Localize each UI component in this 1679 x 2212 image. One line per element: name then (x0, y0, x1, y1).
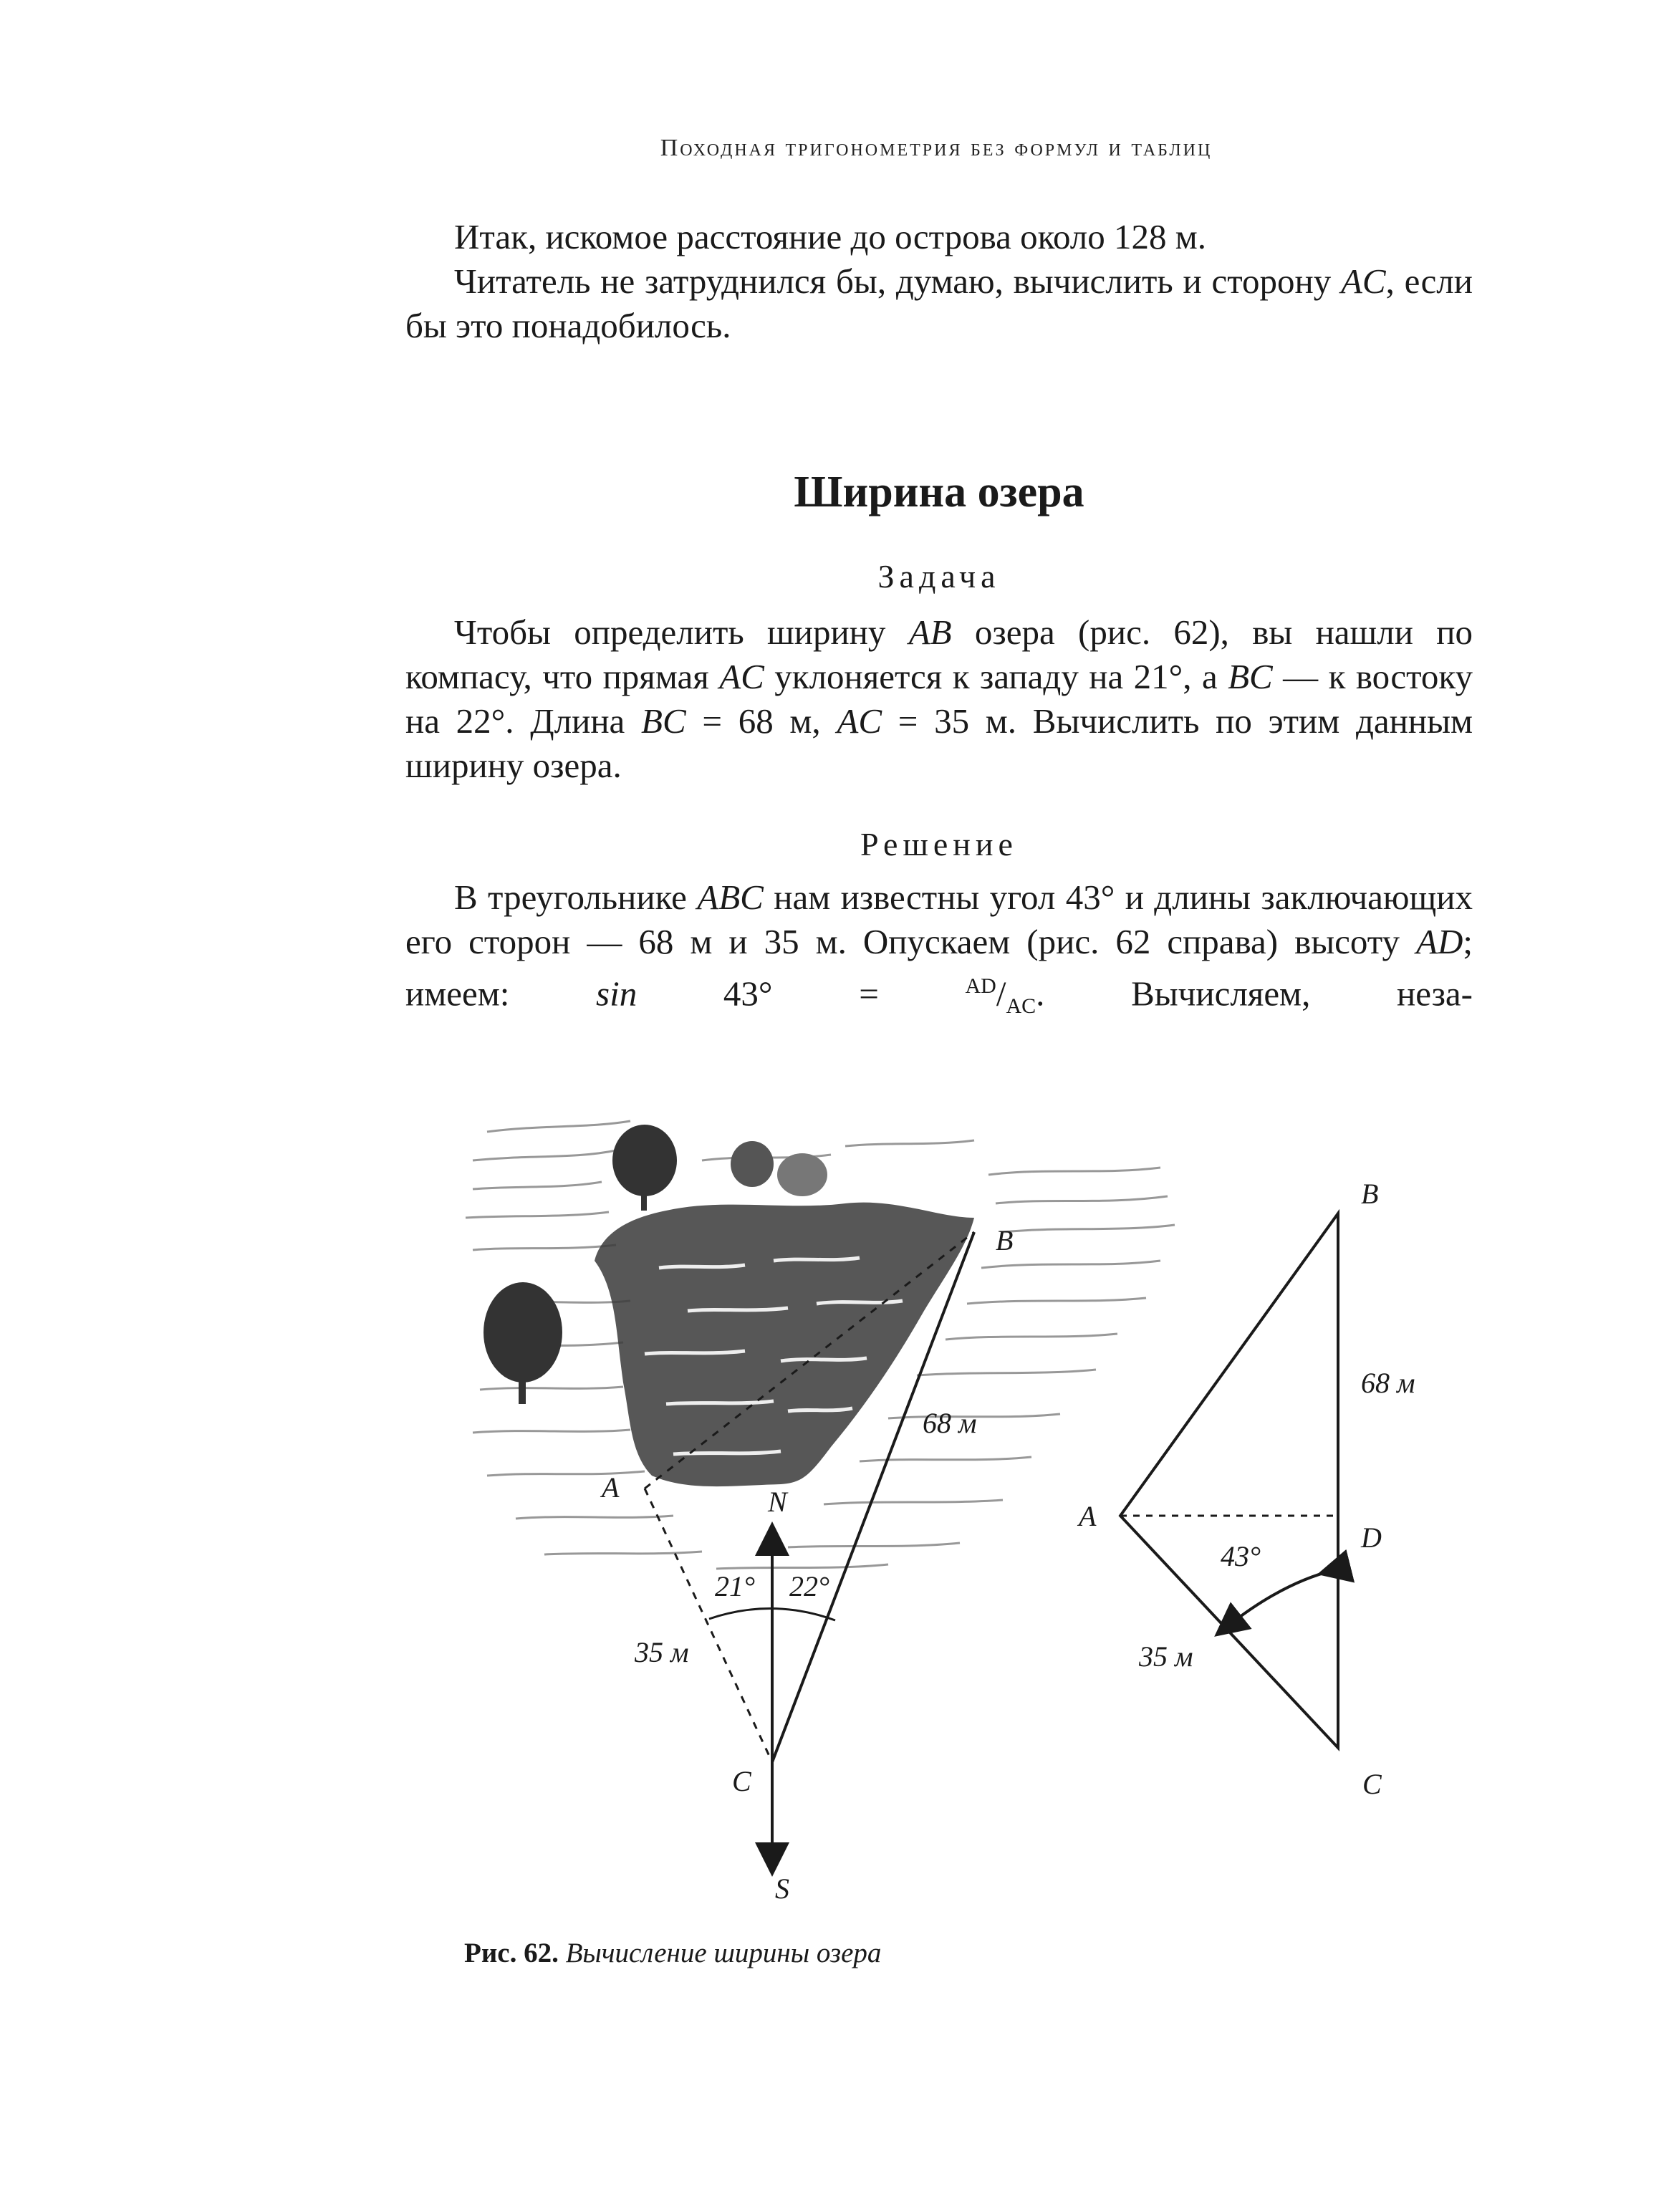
angle-arc-43 (1228, 1570, 1334, 1626)
angle-west-label: 21° (715, 1570, 755, 1602)
lake-shape (595, 1203, 974, 1487)
solution-label: Решение (860, 826, 1018, 862)
label-right-A: A (1079, 1500, 1097, 1532)
label-right-B: B (1361, 1178, 1379, 1210)
length-ac-right: 35 м (1139, 1640, 1193, 1673)
tree-top-right (731, 1141, 827, 1196)
label-right-D: D (1361, 1521, 1382, 1554)
label-left-C: C (732, 1765, 751, 1797)
angle-east-label: 22° (789, 1570, 829, 1602)
running-head: Походная тригонометрия без формул и таблиц (660, 135, 1213, 161)
line-AC-dashed (645, 1489, 772, 1762)
tree-left (484, 1282, 562, 1404)
length-ac-left: 35 м (635, 1636, 689, 1668)
label-left-B: B (996, 1224, 1014, 1256)
label-right-C: C (1362, 1768, 1382, 1800)
angle-43-label: 43° (1221, 1540, 1261, 1572)
fraction-denominator: AC (1006, 994, 1036, 1019)
figure-caption: Рис. 62. Вычисление ширины озера (464, 1938, 882, 1968)
section-title: Ширина озера (794, 468, 1084, 516)
solution-paragraph: В треугольнике ABC нам известны угол 43° и длины заключающих его сторон — 68 м и 35 м. Опускаем (рис. 62 справа) высоту AD; имеем: $\sin 43^\circ = ^{AD}/_{AC}$. Вычисляем, неза- (405, 877, 1473, 1019)
length-bc-left: 68 м (923, 1407, 977, 1439)
length-bc-right: 68 м (1361, 1367, 1415, 1399)
task-label: Задача (877, 558, 1001, 595)
label-left-A: A (602, 1471, 620, 1504)
fraction-numerator: AD (965, 974, 996, 998)
lake-illustration (466, 1121, 1175, 1569)
label-left-S: S (775, 1872, 789, 1905)
label-left-N: N (768, 1486, 787, 1518)
intro-paragraph-1: Итак, искомое расстояние до острова около 128 м. (454, 217, 1207, 256)
intro-paragraph-2: Читатель не затруднился бы, думаю, вычислить и сторону AC, если бы это понадобилось. (405, 261, 1473, 345)
task-paragraph: Чтобы определить ширину AB озера (рис. 62), вы нашли по компасу, что прямая AC уклоняется к западу на 21°, а BC — к востоку на 22°. Длина BC = 68 м, AC = 35 м. Вычислить по этим данным ширину озера. (405, 612, 1473, 785)
tree-top-left (612, 1125, 677, 1211)
